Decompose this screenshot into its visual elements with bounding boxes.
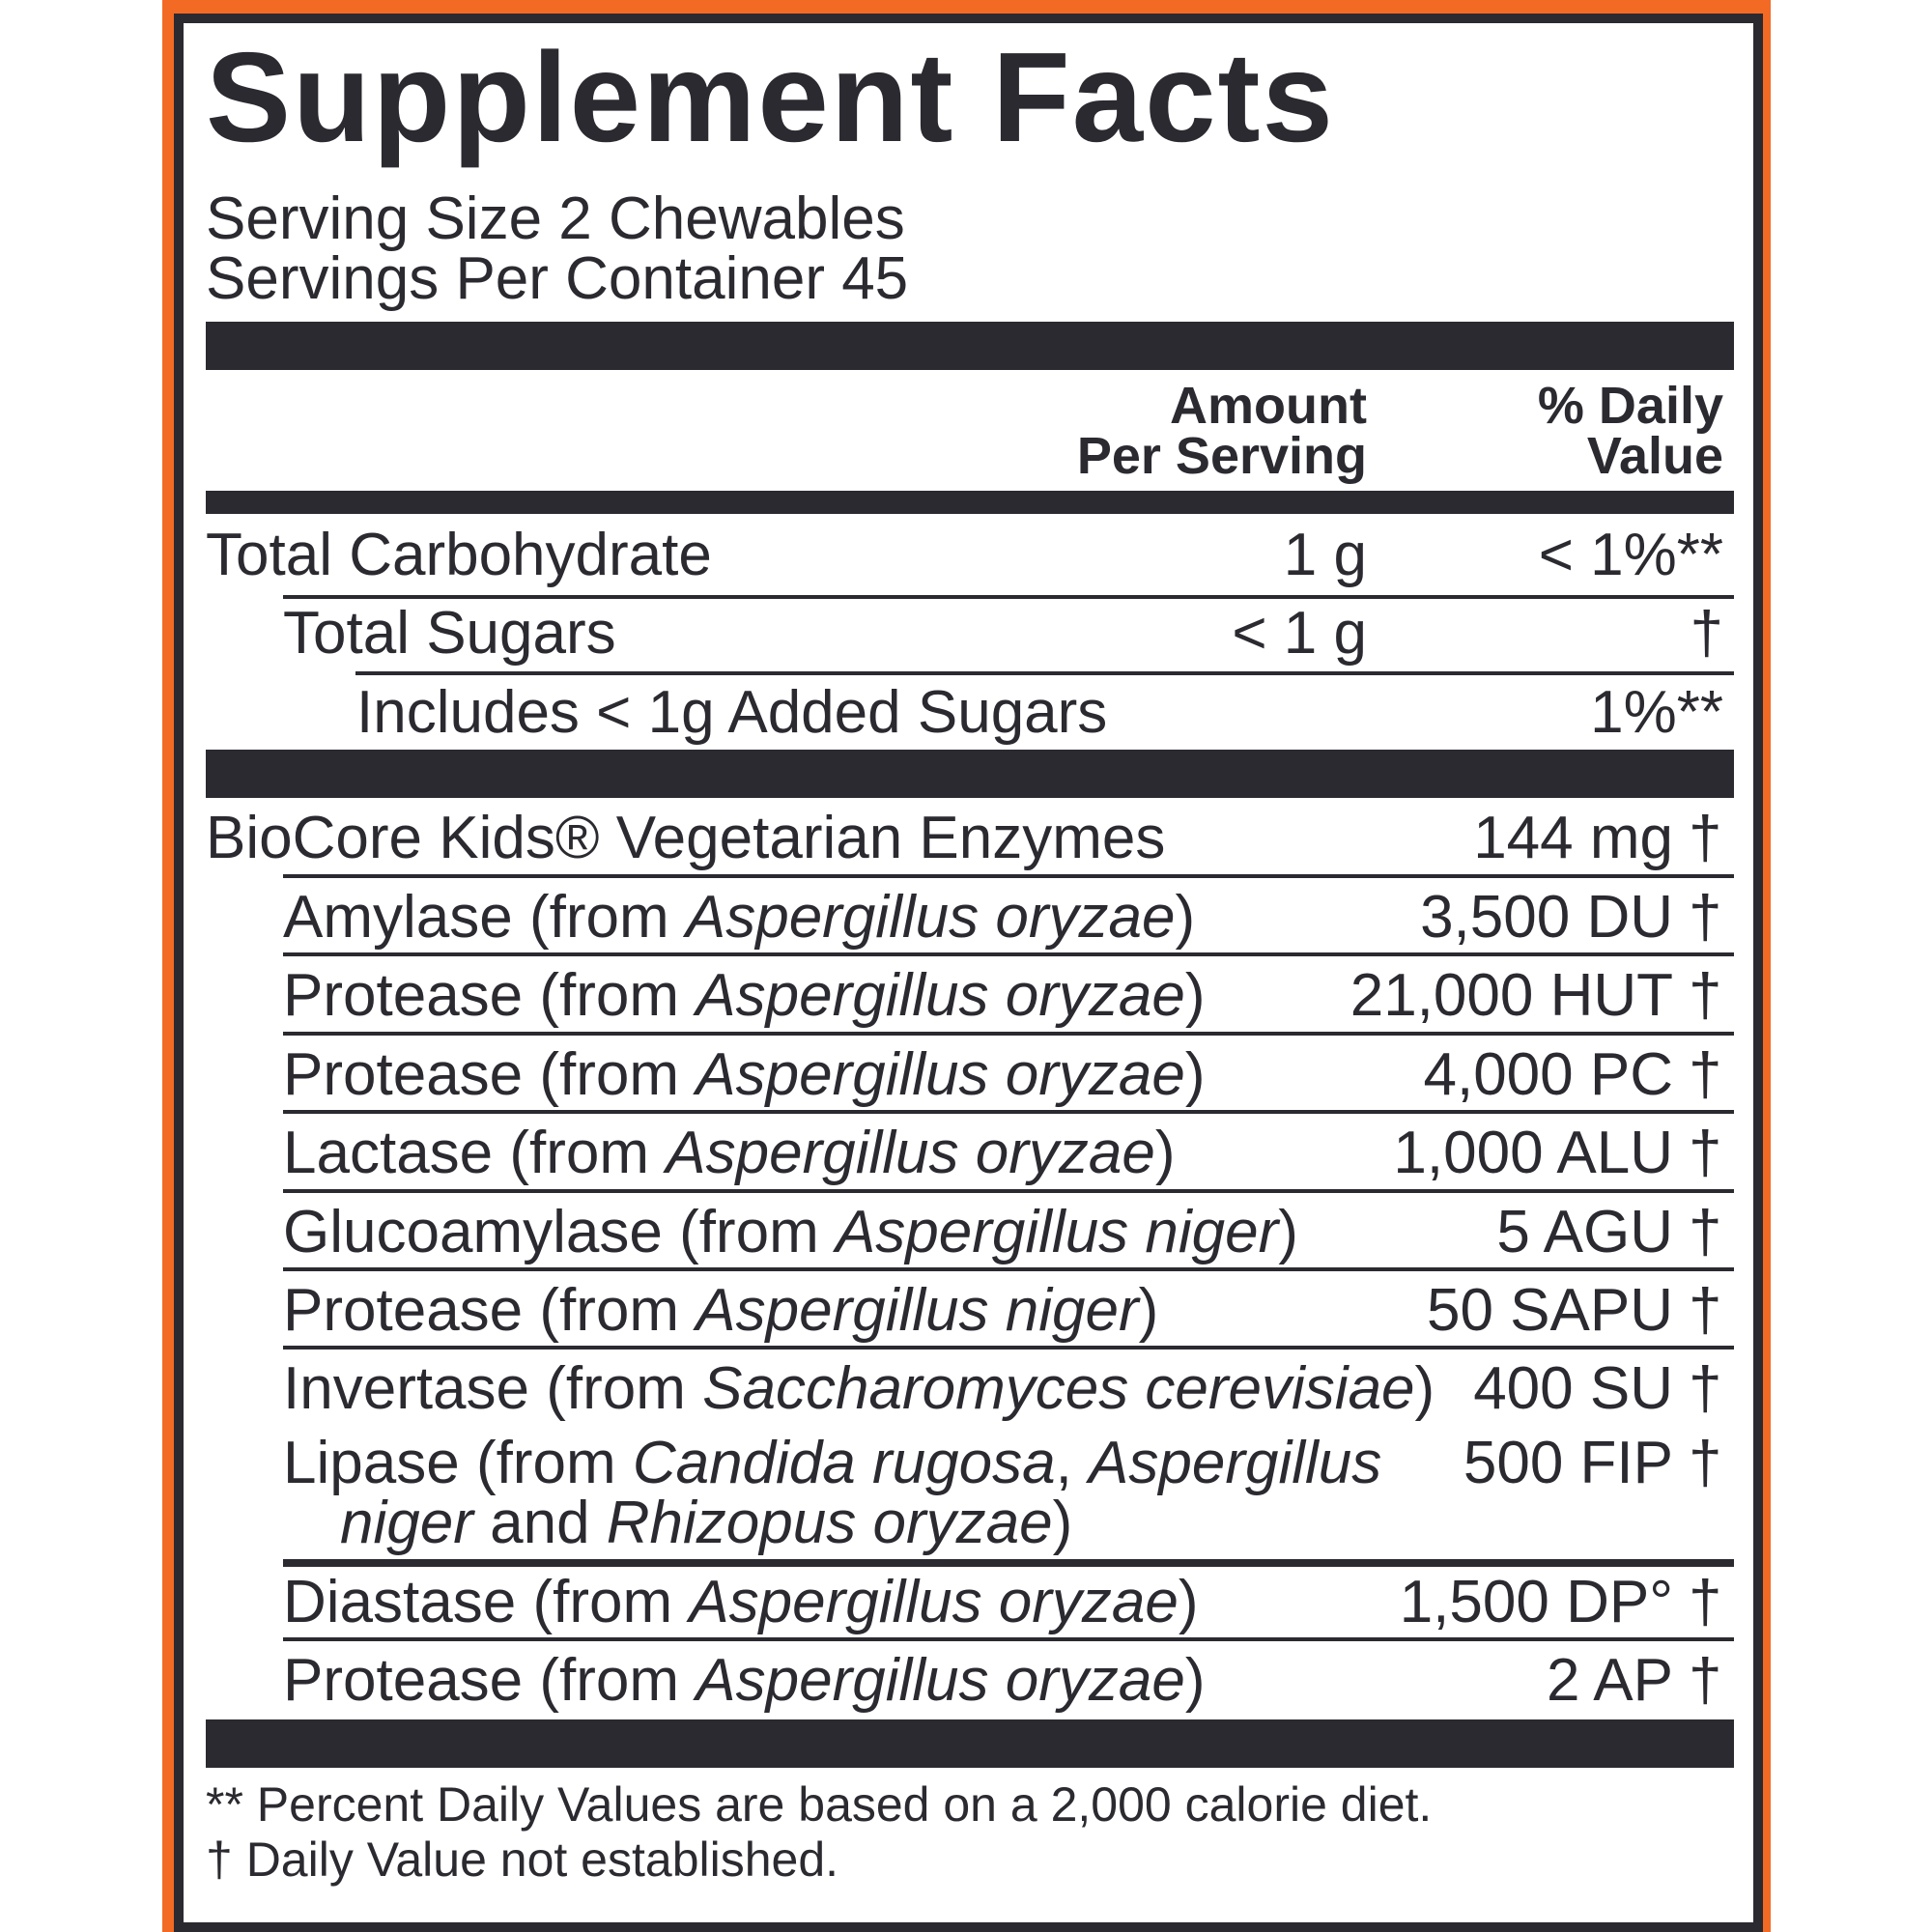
enzyme-name: Protease (from Aspergillus niger): [283, 1277, 1159, 1344]
amount-header: [1076, 377, 1367, 485]
nutrient-daily-value: †: [1690, 600, 1723, 667]
row-divider: [283, 1563, 1734, 1567]
enzyme-amount: 2 AP: [1547, 1647, 1673, 1714]
enzyme-daily-value: †: [1689, 1120, 1722, 1187]
row-divider: [283, 595, 1734, 599]
thick-divider: [206, 750, 1734, 798]
nutrient-name: Total Sugars: [283, 600, 616, 667]
enzyme-amount: 4,000 PC: [1423, 1040, 1673, 1108]
enzyme-amount: 5 AGU: [1496, 1198, 1673, 1265]
amount-header-line2: Per Serving: [1076, 427, 1367, 485]
daily-value-header-line2: Value: [1586, 427, 1723, 485]
nutrient-amount: 1 g: [1283, 522, 1367, 588]
nutrient-daily-value: < 1%**: [1538, 522, 1723, 588]
enzyme-daily-value: †: [1689, 884, 1722, 951]
enzyme-name: Glucoamylase (from Aspergillus niger): [283, 1198, 1298, 1265]
enzyme-daily-value: †: [1689, 1198, 1722, 1265]
enzyme-name: Protease (from Aspergillus oryzae): [283, 1040, 1206, 1108]
servings-per-container: Servings Per Container 45: [206, 245, 909, 312]
nutrient-amount: < 1 g: [1232, 600, 1367, 667]
footnote-not-established: † Daily Value not established.: [206, 1833, 839, 1887]
daily-value-header: [1537, 377, 1723, 485]
enzyme-name-line2: niger and Rhizopus oryzae): [340, 1490, 1073, 1556]
row-divider: [283, 1189, 1734, 1193]
enzyme-amount: 3,500 DU: [1420, 884, 1673, 951]
amount-header-line1: Amount: [1170, 377, 1367, 435]
enzyme-daily-value: †: [1689, 1040, 1722, 1108]
enzyme-name: Amylase (from Aspergillus oryzae): [283, 884, 1196, 951]
row-divider: [283, 1637, 1734, 1641]
enzyme-amount: 50 SAPU: [1426, 1277, 1673, 1344]
row-divider: [283, 1559, 1734, 1563]
row-divider: [283, 1032, 1734, 1036]
blend-amount: 144 mg: [1473, 805, 1673, 871]
enzyme-daily-value: †: [1689, 1277, 1722, 1344]
enzyme-amount: 500 FIP: [1463, 1430, 1673, 1496]
nutrient-name: Total Carbohydrate: [206, 522, 712, 588]
footnote-daily-values: ** Percent Daily Values are based on a 2,000 calorie diet.: [206, 1777, 1433, 1832]
row-divider: [283, 1346, 1734, 1350]
enzyme-amount: 400 SU: [1473, 1355, 1673, 1423]
enzyme-amount: 1,500 DP°: [1399, 1569, 1673, 1635]
enzyme-daily-value: †: [1689, 1647, 1722, 1714]
enzyme-amount: 1,000 ALU: [1393, 1120, 1673, 1187]
blend-daily-value: †: [1689, 805, 1722, 871]
enzyme-name: Diastase (from Aspergillus oryzae): [283, 1569, 1199, 1635]
row-divider: [283, 874, 1734, 878]
enzyme-name: Protease (from Aspergillus oryzae): [283, 962, 1206, 1030]
enzyme-name: Protease (from Aspergillus oryzae): [283, 1647, 1206, 1714]
enzyme-daily-value: †: [1689, 1430, 1722, 1496]
row-divider: [355, 671, 1734, 675]
thick-divider: [206, 1719, 1734, 1768]
nutrient-daily-value: 1%**: [1590, 679, 1723, 746]
blend-name: BioCore Kids® Vegetarian Enzymes: [206, 805, 1166, 871]
enzyme-amount: 21,000 HUT: [1350, 962, 1673, 1030]
row-divider: [283, 1110, 1734, 1114]
enzyme-daily-value: †: [1689, 1569, 1722, 1635]
enzyme-daily-value: †: [1689, 962, 1722, 1030]
enzyme-daily-value: †: [1689, 1355, 1722, 1423]
serving-size: Serving Size 2 Chewables: [206, 185, 905, 252]
medium-divider: [206, 491, 1734, 514]
nutrient-name: Includes < 1g Added Sugars: [356, 679, 1108, 746]
enzyme-name: Invertase (from Saccharomyces cerevisiae): [283, 1355, 1435, 1423]
enzyme-name: Lactase (from Aspergillus oryzae): [283, 1120, 1176, 1187]
thick-divider: [206, 322, 1734, 370]
row-divider: [283, 952, 1734, 956]
row-divider: [283, 1267, 1734, 1271]
enzyme-name-line1: Lipase (from Candida rugosa, Aspergillus: [283, 1430, 1382, 1496]
label-title: Supplement Facts: [206, 26, 1335, 168]
daily-value-header-line1: % Daily: [1537, 377, 1723, 435]
